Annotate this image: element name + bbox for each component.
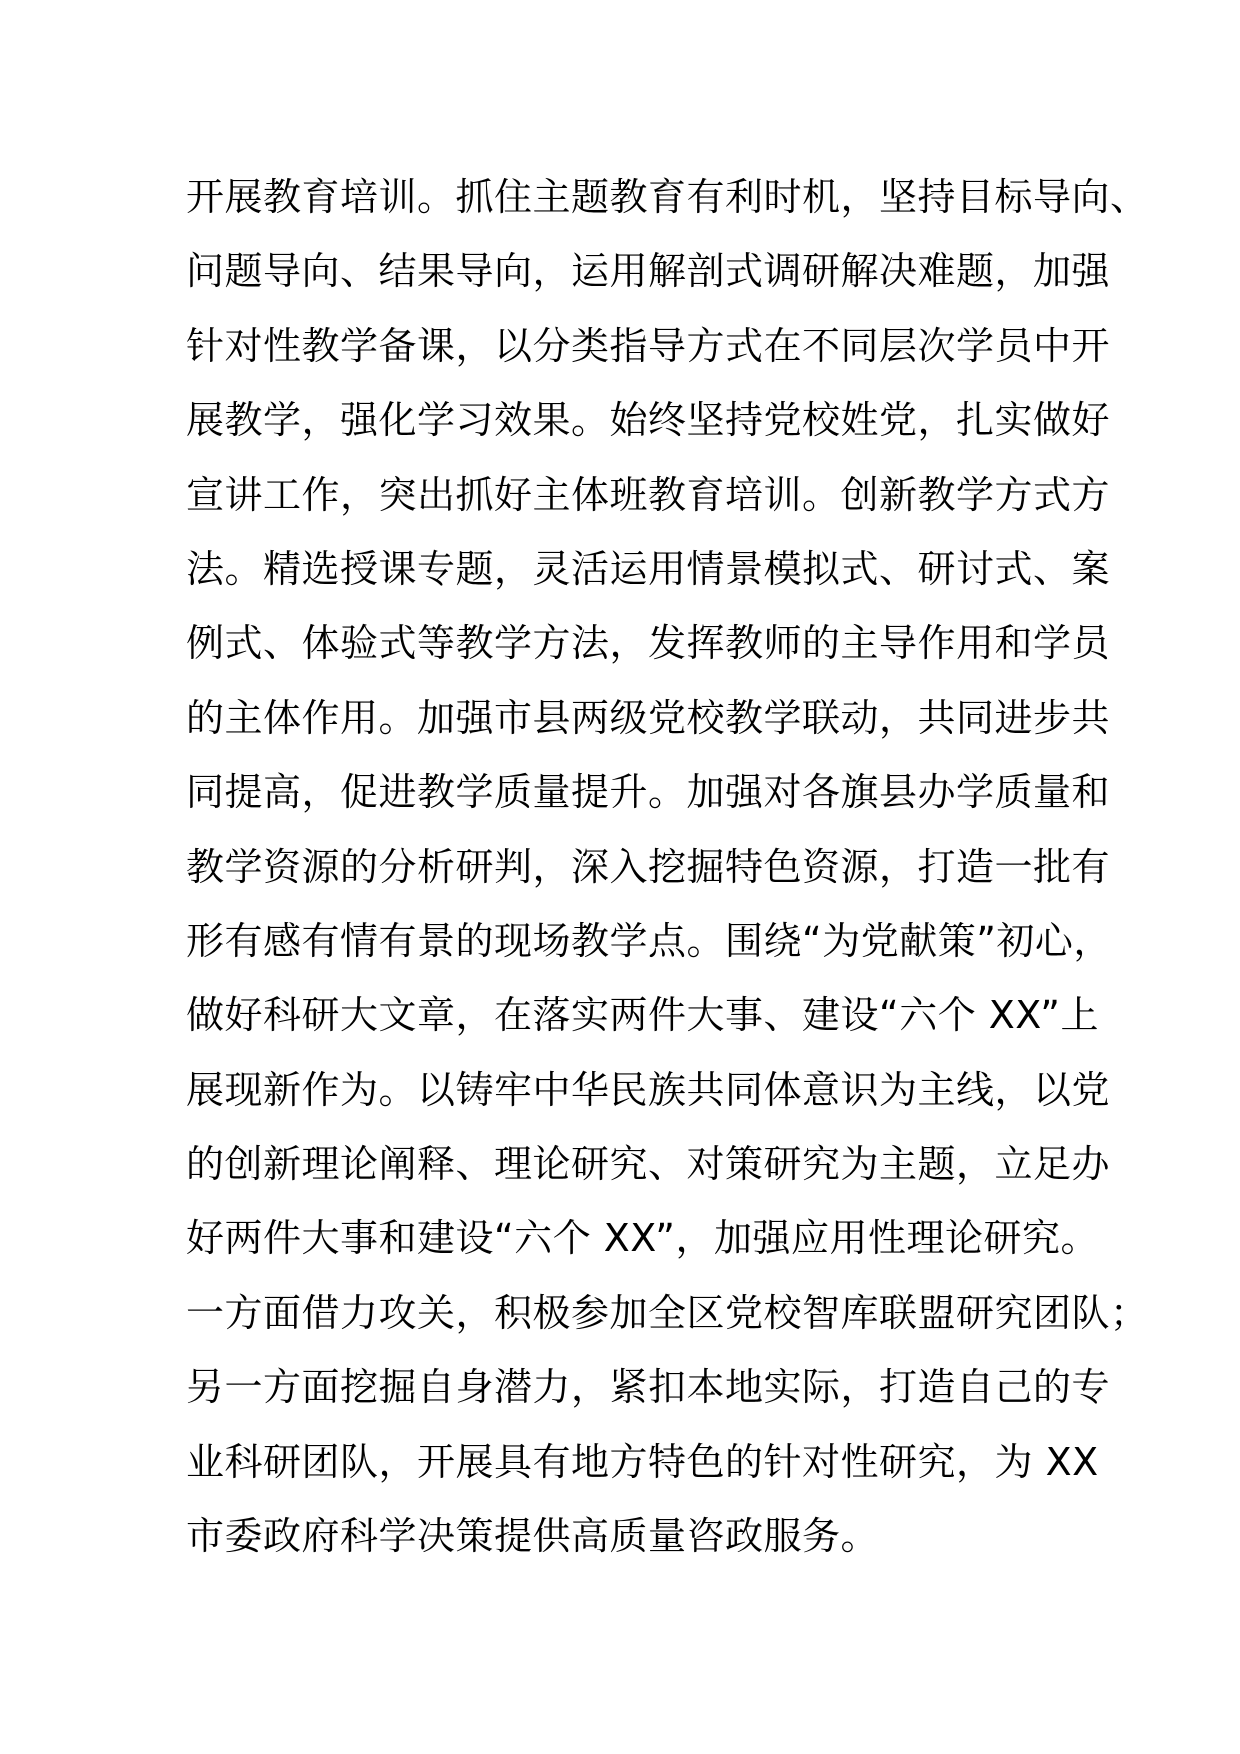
text-line: 法。精选授课专题，灵活运用情景模拟式、研讨式、案: [186, 546, 1111, 591]
text-line: 针对性教学备课，以分类指导方式在不同层次学员中开: [186, 323, 1111, 368]
text-line: 同提高，促进教学质量提升。加强对各旗县办学质量和: [186, 770, 1111, 815]
text-line: 问题导向、结果导向，运用解剖式调研解决难题，加强: [186, 249, 1111, 294]
text-line: 例式、体验式等教学方法，发挥教师的主导作用和学员: [186, 621, 1111, 666]
text-line: 展现新作为。以铸牢中华民族共同体意识为主线，以党: [186, 1067, 1111, 1112]
text-line: 做好科研大文章，在落实两件大事、建设“六个 XX”上: [186, 993, 1099, 1038]
text-line: 好两件大事和建设“六个 XX”，加强应用性理论研究。: [186, 1216, 1099, 1261]
text-line: 教学资源的分析研判，深入挖掘特色资源，打造一批有: [186, 844, 1111, 889]
text-line: 的主体作用。加强市县两级党校教学联动，共同进步共: [186, 695, 1111, 740]
text-line: 形有感有情有景的现场教学点。围绕“为党献策”初心，: [186, 918, 1112, 963]
text-line: 宣讲工作，突出抓好主体班教育培训。创新教学方式方: [186, 472, 1111, 517]
text-line: 展教学，强化学习效果。始终坚持党校姓党，扎实做好: [186, 398, 1111, 443]
body-paragraph: [186, 160, 1149, 1573]
text-line: 的创新理论阐释、理论研究、对策研究为主题，立足办: [186, 1142, 1111, 1187]
text-line: 另一方面挖掘自身潜力，紧扣本地实际，打造自己的专: [186, 1365, 1111, 1410]
text-line: 市委政府科学决策提供高质量咨政服务。: [186, 1514, 880, 1559]
text-line: 业科研团队，开展具有地方特色的针对性研究，为 XX: [186, 1439, 1099, 1484]
text-line: 一方面借力攻关，积极参加全区党校智库联盟研究团队；: [186, 1290, 1149, 1335]
text-line: 开展教育培训。抓住主题教育有利时机，坚持目标导向、: [186, 175, 1149, 219]
